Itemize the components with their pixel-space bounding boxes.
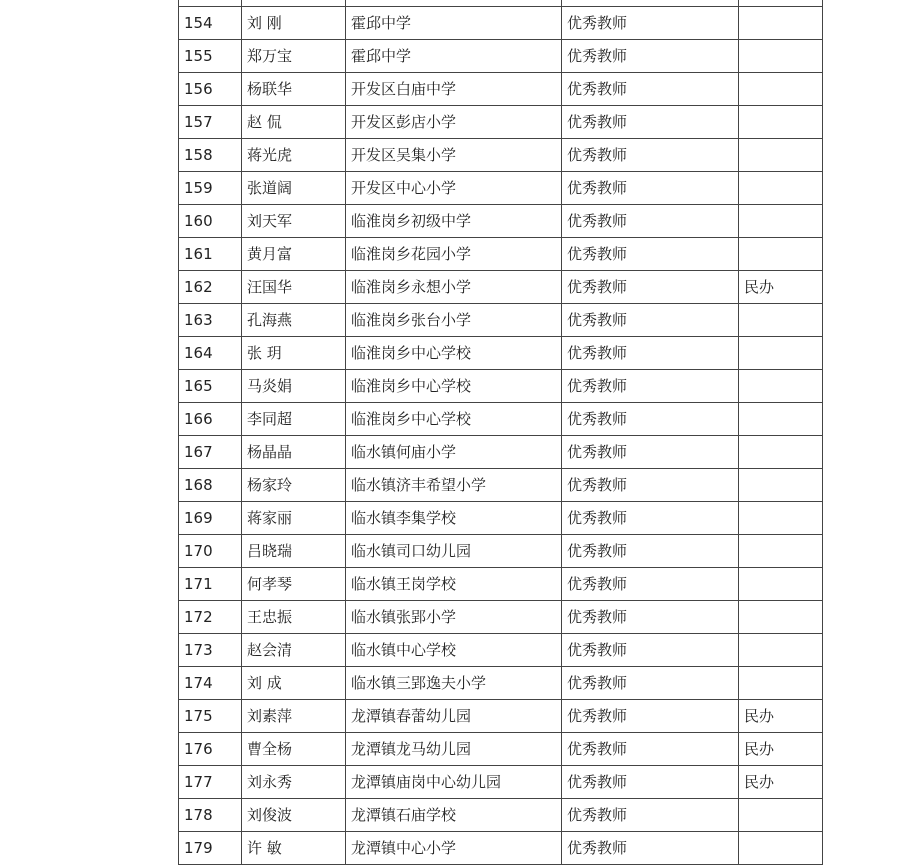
remark-cell bbox=[739, 832, 823, 865]
table-row bbox=[179, 436, 823, 469]
teacher-name-cell: 刘永秀 bbox=[242, 766, 346, 799]
remark-cell bbox=[739, 106, 823, 139]
school-cell: 龙潭镇庙岗中心幼儿园 bbox=[346, 766, 562, 799]
honor-title-cell: 优秀教师 bbox=[562, 436, 739, 469]
table-row bbox=[179, 502, 823, 535]
table-row bbox=[179, 832, 823, 865]
remark-cell bbox=[739, 304, 823, 337]
honor-title-cell: 优秀教师 bbox=[562, 7, 739, 40]
table-row bbox=[179, 535, 823, 568]
row-number-cell: 179 bbox=[179, 832, 242, 865]
school-cell: 临淮岗乡中心学校 bbox=[346, 403, 562, 436]
school-cell: 临水镇济丰希望小学 bbox=[346, 469, 562, 502]
honor-title-cell: 优秀教师 bbox=[562, 700, 739, 733]
remark-cell: 民办 bbox=[739, 733, 823, 766]
row-number-cell: 173 bbox=[179, 634, 242, 667]
row-number-cell: 166 bbox=[179, 403, 242, 436]
honor-title-cell: 优秀教师 bbox=[562, 469, 739, 502]
honor-title-cell: 优秀教师 bbox=[562, 139, 739, 172]
table-row bbox=[179, 766, 823, 799]
table-row bbox=[179, 238, 823, 271]
teacher-name-cell: 黄月富 bbox=[242, 238, 346, 271]
teacher-name-cell: 赵 侃 bbox=[242, 106, 346, 139]
row-number-cell: 160 bbox=[179, 205, 242, 238]
row-number-cell: 165 bbox=[179, 370, 242, 403]
honor-title-cell: 优秀教师 bbox=[562, 403, 739, 436]
table-row bbox=[179, 469, 823, 502]
table-row bbox=[179, 799, 823, 832]
honor-title-cell: 优秀教师 bbox=[562, 667, 739, 700]
school-cell: 临水镇三郢逸夫小学 bbox=[346, 667, 562, 700]
school-cell: 临水镇中心学校 bbox=[346, 634, 562, 667]
remark-cell bbox=[739, 535, 823, 568]
remark-cell bbox=[739, 403, 823, 436]
school-cell: 临水镇何庙小学 bbox=[346, 436, 562, 469]
teacher-name-cell: 蒋家丽 bbox=[242, 502, 346, 535]
table-row bbox=[179, 7, 823, 40]
row-number-cell: 174 bbox=[179, 667, 242, 700]
school-cell: 龙潭镇春蕾幼儿园 bbox=[346, 700, 562, 733]
honor-title-cell: 优秀教师 bbox=[562, 172, 739, 205]
remark-cell: 民办 bbox=[739, 766, 823, 799]
teacher-name-cell: 王忠振 bbox=[242, 601, 346, 634]
row-number-cell: 168 bbox=[179, 469, 242, 502]
school-cell: 霍邱中学 bbox=[346, 7, 562, 40]
table-row bbox=[179, 667, 823, 700]
school-cell: 开发区白庙中学 bbox=[346, 73, 562, 106]
teacher-name-cell: 何孝琴 bbox=[242, 568, 346, 601]
school-cell: 霍邱中学 bbox=[346, 40, 562, 73]
honor-list-table bbox=[178, 0, 823, 865]
school-cell: 临淮岗乡中心学校 bbox=[346, 370, 562, 403]
table-row bbox=[179, 700, 823, 733]
school-cell: 临水镇李集学校 bbox=[346, 502, 562, 535]
remark-cell bbox=[739, 502, 823, 535]
remark-cell: 民办 bbox=[739, 700, 823, 733]
remark-cell bbox=[739, 370, 823, 403]
row-number-cell: 159 bbox=[179, 172, 242, 205]
table-row bbox=[179, 733, 823, 766]
remark-cell bbox=[739, 205, 823, 238]
table-row bbox=[179, 271, 823, 304]
remark-cell bbox=[739, 172, 823, 205]
teacher-name-cell: 张 玥 bbox=[242, 337, 346, 370]
honor-title-cell: 优秀教师 bbox=[562, 634, 739, 667]
honor-title-cell: 优秀教师 bbox=[562, 535, 739, 568]
honor-title-cell: 优秀教师 bbox=[562, 271, 739, 304]
teacher-name-cell: 刘俊波 bbox=[242, 799, 346, 832]
honor-title-cell: 优秀教师 bbox=[562, 766, 739, 799]
school-cell: 临淮岗乡初级中学 bbox=[346, 205, 562, 238]
table-row bbox=[179, 601, 823, 634]
remark-cell bbox=[739, 469, 823, 502]
honor-title-cell: 优秀教师 bbox=[562, 502, 739, 535]
school-cell: 临淮岗乡张台小学 bbox=[346, 304, 562, 337]
row-number-cell: 178 bbox=[179, 799, 242, 832]
teacher-name-cell: 杨家玲 bbox=[242, 469, 346, 502]
honor-title-cell: 优秀教师 bbox=[562, 73, 739, 106]
honor-title-cell: 优秀教师 bbox=[562, 370, 739, 403]
row-number-cell: 171 bbox=[179, 568, 242, 601]
school-cell: 临淮岗乡永想小学 bbox=[346, 271, 562, 304]
table-row bbox=[179, 139, 823, 172]
row-number-cell: 158 bbox=[179, 139, 242, 172]
row-number-cell: 175 bbox=[179, 700, 242, 733]
honor-title-cell: 优秀教师 bbox=[562, 205, 739, 238]
teacher-name-cell: 刘 刚 bbox=[242, 7, 346, 40]
table-row bbox=[179, 205, 823, 238]
teacher-name-cell: 杨晶晶 bbox=[242, 436, 346, 469]
table-row bbox=[179, 106, 823, 139]
remark-cell bbox=[739, 799, 823, 832]
table-row bbox=[179, 370, 823, 403]
teacher-name-cell: 刘素萍 bbox=[242, 700, 346, 733]
school-cell: 龙潭镇石庙学校 bbox=[346, 799, 562, 832]
teacher-name-cell: 马炎娟 bbox=[242, 370, 346, 403]
remark-cell bbox=[739, 337, 823, 370]
honor-title-cell: 优秀教师 bbox=[562, 568, 739, 601]
honor-title-cell: 优秀教师 bbox=[562, 832, 739, 865]
row-number-cell: 172 bbox=[179, 601, 242, 634]
teacher-name-cell: 曹全杨 bbox=[242, 733, 346, 766]
honor-title-cell: 优秀教师 bbox=[562, 733, 739, 766]
school-cell: 开发区吴集小学 bbox=[346, 139, 562, 172]
row-number-cell: 157 bbox=[179, 106, 242, 139]
table-body bbox=[179, 0, 823, 865]
remark-cell bbox=[739, 568, 823, 601]
row-number-cell: 156 bbox=[179, 73, 242, 106]
honor-title-cell: 优秀教师 bbox=[562, 304, 739, 337]
remark-cell bbox=[739, 667, 823, 700]
row-number-cell: 170 bbox=[179, 535, 242, 568]
school-cell: 临水镇张郢小学 bbox=[346, 601, 562, 634]
row-number-cell: 155 bbox=[179, 40, 242, 73]
row-number-cell: 177 bbox=[179, 766, 242, 799]
remark-cell bbox=[739, 40, 823, 73]
table-row bbox=[179, 304, 823, 337]
teacher-name-cell: 杨联华 bbox=[242, 73, 346, 106]
remark-cell bbox=[739, 238, 823, 271]
table-row bbox=[179, 568, 823, 601]
honor-title-cell: 优秀教师 bbox=[562, 40, 739, 73]
teacher-name-cell: 李同超 bbox=[242, 403, 346, 436]
table-row bbox=[179, 172, 823, 205]
teacher-name-cell: 汪国华 bbox=[242, 271, 346, 304]
honor-title-cell: 优秀教师 bbox=[562, 337, 739, 370]
school-cell: 临淮岗乡中心学校 bbox=[346, 337, 562, 370]
row-number-cell: 162 bbox=[179, 271, 242, 304]
table-row bbox=[179, 73, 823, 106]
table-row bbox=[179, 634, 823, 667]
teacher-name-cell: 吕晓瑞 bbox=[242, 535, 346, 568]
school-cell: 临水镇王岗学校 bbox=[346, 568, 562, 601]
row-number-cell: 176 bbox=[179, 733, 242, 766]
honor-list-table-wrapper bbox=[178, 0, 823, 865]
honor-title-cell: 优秀教师 bbox=[562, 601, 739, 634]
remark-cell bbox=[739, 634, 823, 667]
teacher-name-cell: 刘天军 bbox=[242, 205, 346, 238]
teacher-name-cell: 刘 成 bbox=[242, 667, 346, 700]
row-number-cell: 169 bbox=[179, 502, 242, 535]
teacher-name-cell: 孔海燕 bbox=[242, 304, 346, 337]
teacher-name-cell: 赵会清 bbox=[242, 634, 346, 667]
remark-cell bbox=[739, 7, 823, 40]
remark-cell: 民办 bbox=[739, 271, 823, 304]
row-number-cell: 164 bbox=[179, 337, 242, 370]
school-cell: 龙潭镇中心小学 bbox=[346, 832, 562, 865]
honor-title-cell: 优秀教师 bbox=[562, 799, 739, 832]
table-row bbox=[179, 40, 823, 73]
row-number-cell: 161 bbox=[179, 238, 242, 271]
teacher-name-cell: 张道阔 bbox=[242, 172, 346, 205]
remark-cell bbox=[739, 601, 823, 634]
teacher-name-cell: 蒋光虎 bbox=[242, 139, 346, 172]
remark-cell bbox=[739, 73, 823, 106]
school-cell: 临淮岗乡花园小学 bbox=[346, 238, 562, 271]
remark-cell bbox=[739, 436, 823, 469]
row-number-cell: 163 bbox=[179, 304, 242, 337]
row-number-cell: 167 bbox=[179, 436, 242, 469]
honor-title-cell: 优秀教师 bbox=[562, 238, 739, 271]
table-row bbox=[179, 403, 823, 436]
school-cell: 开发区彭店小学 bbox=[346, 106, 562, 139]
teacher-name-cell: 许 敏 bbox=[242, 832, 346, 865]
teacher-name-cell: 郑万宝 bbox=[242, 40, 346, 73]
remark-cell bbox=[739, 139, 823, 172]
school-cell: 龙潭镇龙马幼儿园 bbox=[346, 733, 562, 766]
school-cell: 开发区中心小学 bbox=[346, 172, 562, 205]
table-row bbox=[179, 337, 823, 370]
honor-title-cell: 优秀教师 bbox=[562, 106, 739, 139]
row-number-cell: 154 bbox=[179, 7, 242, 40]
school-cell: 临水镇司口幼儿园 bbox=[346, 535, 562, 568]
